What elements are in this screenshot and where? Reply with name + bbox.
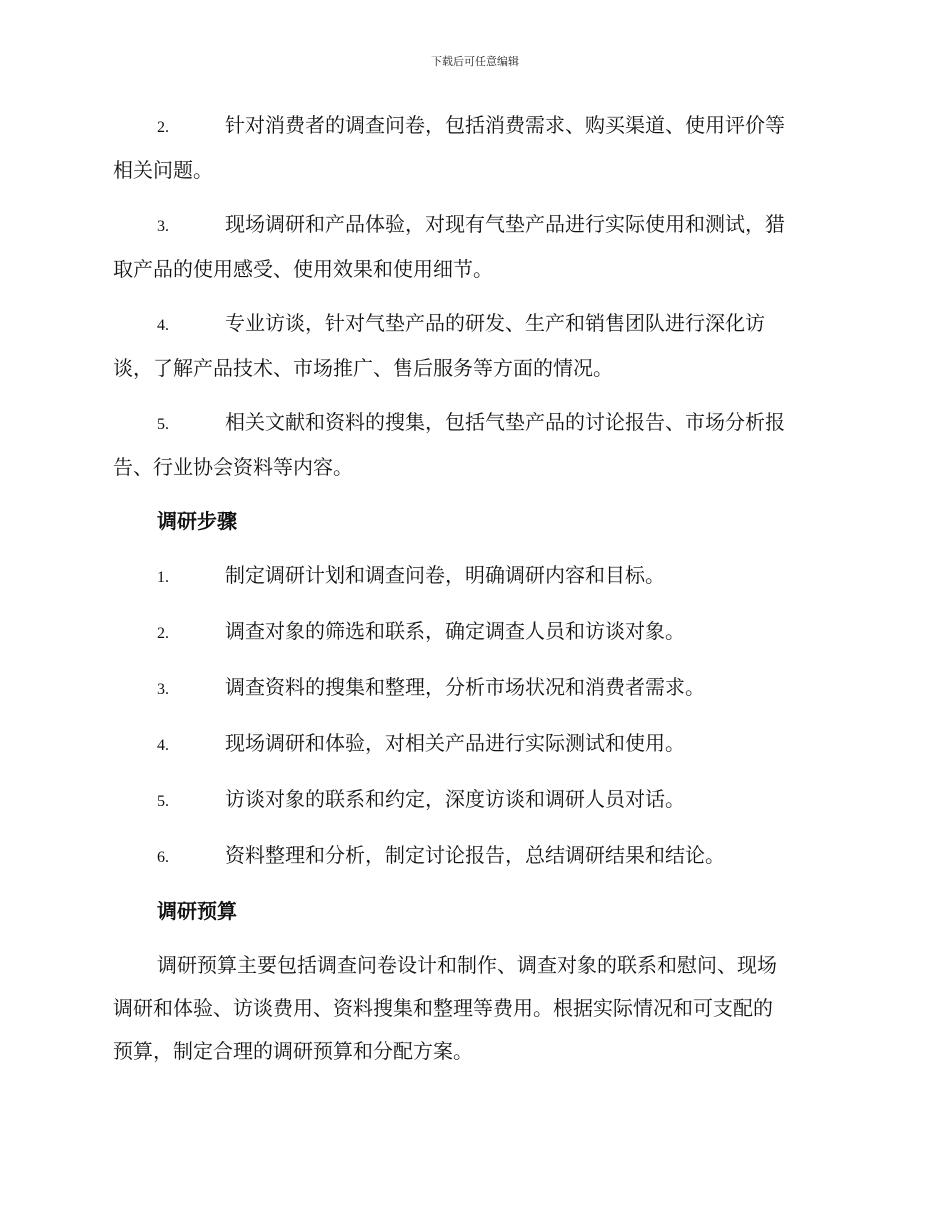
method-item-number: 3. [157,218,169,235]
method-item-continuation: 取产品的使用感受、使用效果和使用细节。 [113,257,493,281]
step-item-line [113,722,833,767]
step-item-number: 6. [157,849,169,866]
method-item-continuation: 告、行业协会资料等内容。 [113,455,353,479]
method-item-number: 5. [157,416,169,433]
method-item-text: 相关文献和资料的搜集，包括气垫产品的讨论报告、市场分析报 [225,410,785,434]
step-item-text: 调查资料的搜集和整理，分析市场状况和消费者需求。 [225,675,705,699]
step-item-number: 4. [157,737,169,754]
step-item-text: 现场调研和体验，对相关产品进行实际测试和使用。 [225,731,685,755]
method-item-text: 现场调研和产品体验，对现有气垫产品进行实际使用和测试，猎 [225,212,785,236]
step-item-number: 5. [157,793,169,810]
step-item-line [113,610,833,655]
step-item-number: 3. [157,681,169,698]
page-header-note: 下载后可任意编辑 [431,55,519,68]
method-item [113,203,833,291]
step-item-line [113,666,833,711]
document-body [113,104,833,1073]
step-item [113,778,833,823]
method-item-first-line [113,203,833,248]
method-item-number: 4. [157,317,169,334]
method-item-number: 2. [157,119,169,136]
step-item-text: 调查对象的筛选和联系，确定调查人员和访谈对象。 [225,619,685,643]
method-item-text: 针对消费者的调查问卷，包括消费需求、购买渠道、使用评价等 [225,113,785,137]
step-item-number: 2. [157,625,169,642]
method-item [113,401,833,489]
method-item-text: 专业访谈，针对气垫产品的研发、生产和销售团队进行深化访 [225,311,765,335]
step-item [113,610,833,655]
method-item-first-line [113,302,833,347]
method-item-first-line [113,104,833,149]
step-item-number: 1. [157,569,169,586]
method-item-continuation: 谈，了解产品技术、市场推广、售后服务等方面的情况。 [113,356,613,380]
method-item-continuation: 相关问题。 [113,158,213,182]
method-item-first-line [113,401,833,446]
budget-paragraph-line: 调研和体验、访谈费用、资料搜集和整理等费用。根据实际情况和可支配的 [113,996,773,1020]
budget-paragraph [113,944,833,1073]
step-item-line [113,554,833,599]
step-item [113,722,833,767]
step-item [113,554,833,599]
step-item-text: 访谈对象的联系和约定，深度访谈和调研人员对话。 [225,787,685,811]
section-heading-steps: 调研步骤 [157,509,237,533]
method-item [113,302,833,390]
method-item [113,104,833,192]
step-item-text: 资料整理和分析，制定讨论报告，总结调研结果和结论。 [225,843,725,867]
step-item [113,834,833,879]
step-item [113,666,833,711]
step-item-line [113,778,833,823]
section-heading-budget: 调研预算 [157,899,237,923]
budget-paragraph-line: 调研预算主要包括调查问卷设计和制作、调查对象的联系和慰问、现场 [157,953,777,977]
budget-paragraph-line: 预算，制定合理的调研预算和分配方案。 [113,1039,473,1063]
step-item-text: 制定调研计划和调查问卷，明确调研内容和目标。 [225,563,665,587]
step-item-line [113,834,833,879]
